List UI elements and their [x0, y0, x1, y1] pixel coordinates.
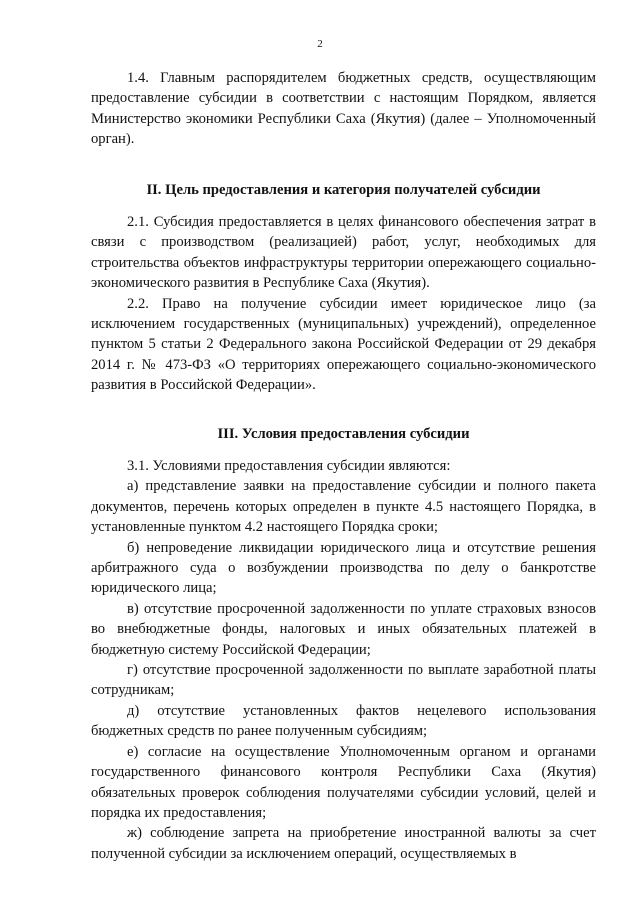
section-3-body	[91, 456, 596, 864]
paragraph-3-1: 3.1. Условиями предоставления субсидии являются:	[127, 458, 451, 474]
paragraph-2-2: 2.2. Право на получение субсидии имеет юридическое лицо (за исключением государственных (муниципальных) учреждений), определенное пунктом 5 статьи 2 Федерального закона Российской Федерации от 29 декабря 2014 г. № 473-ФЗ «О территориях опережающего социально-экономического развития в Российской Федерации».	[91, 295, 596, 394]
paragraph-3-1-e: е) согласие на осуществление Уполномоченным органом и органами государственного финансового контроля Республики Саха (Якутия) обязательных проверок соблюдения получателями субсидии условий, целей и порядка их предоставления;	[91, 743, 596, 821]
paragraph-3-1-b: б) непроведение ликвидации юридического лица и отсутствие решения арбитражного суда о возбуждении производства по делу о банкротстве юридического лица;	[91, 539, 596, 597]
section-3	[91, 424, 596, 444]
paragraph-3-1-d: д) отсутствие установленных фактов нецелевого использования бюджетных средств по ранее полученным субсидиям;	[91, 702, 596, 740]
section-3-heading: III. Условия предоставления субсидии	[217, 426, 470, 442]
page-number: 2	[317, 38, 323, 50]
paragraph-3-1-a: а) представление заявки на предоставление субсидии и полного пакета документов, перечень которых определен в пункте 4.5 настоящего Порядка, в установленные пунктом 4.2 настоящего Порядка сроки;	[91, 478, 596, 536]
paragraph-1-4: 1.4. Главным распорядителем бюджетных средств, осуществляющим предоставление субсидии в соответствии с настоящим Порядком, является Министерство экономики Республики Саха (Якутия) (далее – Уполномоченный орган).	[91, 70, 596, 148]
paragraph-2-1: 2.1. Субсидия предоставляется в целях финансового обеспечения затрат в связи с производством (реализацией) работ, услуг, необходимых для строительства объектов инфраструктуры территории опережающего социально-экономического развития в Республике Саха (Якутия).	[91, 214, 596, 292]
section-1-body	[91, 68, 596, 150]
section-2-heading: II. Цель предоставления и категория получателей субсидии	[146, 182, 541, 198]
section-2-body	[91, 212, 596, 396]
paragraph-3-1-zh: ж) соблюдение запрета на приобретение иностранной валюты за счет полученной субсидии за исключением операций, осуществляемых в	[91, 825, 596, 862]
paragraph-3-1-g: г) отсутствие просроченной задолженности по выплате заработной платы сотрудникам;	[91, 662, 596, 699]
section-2	[91, 180, 596, 200]
paragraph-3-1-v: в) отсутствие просроченной задолженности по уплате страховых взносов во внебюджетные фонды, налоговых и иных обязательных платежей в бюджетную систему Российской Федерации;	[91, 600, 596, 658]
